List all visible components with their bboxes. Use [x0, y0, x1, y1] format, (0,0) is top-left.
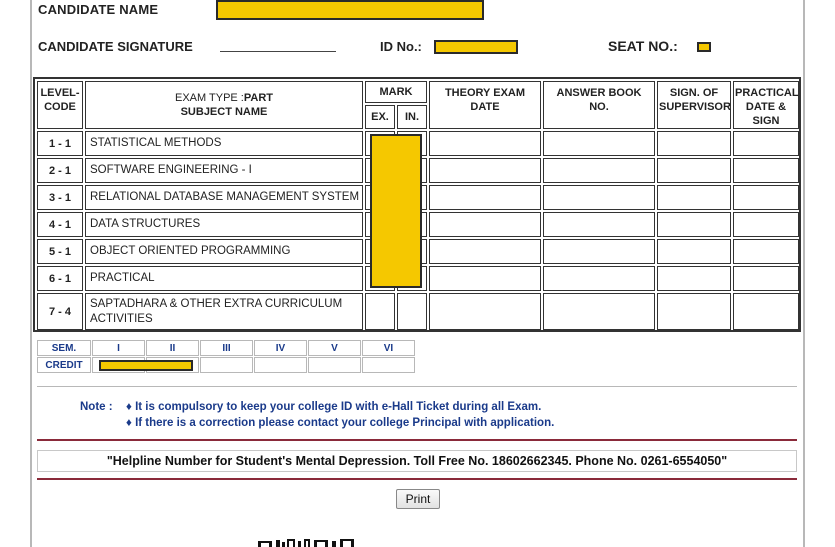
row-level-code: 1 - 1: [37, 131, 83, 156]
sem-column-label: III: [200, 340, 253, 356]
row-empty-cell: [365, 293, 395, 330]
seat-label: SEAT NO.:: [608, 38, 678, 54]
row-empty-cell: [543, 266, 655, 291]
row-level-code: 6 - 1: [37, 266, 83, 291]
page-left-border: [30, 0, 32, 547]
divider-maroon-bottom: [37, 478, 797, 480]
credit-cell: [254, 357, 307, 373]
candidate-signature-label: CANDIDATE SIGNATURE: [38, 39, 193, 54]
row-empty-cell: [657, 158, 731, 183]
header-mark: MARK: [365, 81, 427, 103]
row-subject-name: PRACTICAL: [85, 266, 363, 291]
row-empty-cell: [657, 266, 731, 291]
row-level-code: 3 - 1: [37, 185, 83, 210]
semester-credit-table: [37, 340, 410, 373]
row-empty-cell: [657, 293, 731, 330]
row-empty-cell: [733, 185, 799, 210]
header-theory-exam-date: [429, 81, 541, 129]
header-subject-name: SUBJECT NAME: [180, 106, 268, 118]
credit-cell: [308, 357, 361, 373]
row-empty-cell: [657, 212, 731, 237]
row-subject-name: SAPTADHARA & OTHER EXTRA CURRICULUM ACTIVITIES: [85, 293, 363, 330]
qr-code-icon: [258, 539, 354, 547]
header-ex: EX.: [365, 105, 395, 129]
header-answer-book-text: ANSWER BOOK NO.: [556, 87, 642, 113]
page-right-border: [803, 0, 805, 547]
seat-redaction: [697, 42, 711, 52]
row-empty-cell: [429, 212, 541, 237]
header-practical-date-sign: [733, 81, 799, 129]
header-exam-type: [175, 91, 273, 105]
print-button[interactable]: Print: [396, 489, 440, 509]
row-empty-cell: [657, 239, 731, 264]
row-empty-cell: [429, 185, 541, 210]
row-empty-cell: [733, 158, 799, 183]
row-empty-cell: [733, 239, 799, 264]
row-empty-cell: [543, 158, 655, 183]
row-level-code: 2 - 1: [37, 158, 83, 183]
row-subject-name: SOFTWARE ENGINEERING - I: [85, 158, 363, 183]
row-empty-cell: [543, 212, 655, 237]
sem-column-label: VI: [362, 340, 415, 356]
row-empty-cell: [429, 266, 541, 291]
row-subject-name: STATISTICAL METHODS: [85, 131, 363, 156]
signature-line: [220, 51, 336, 52]
header-answer-book-no: [543, 81, 655, 129]
header-level-code: [37, 81, 83, 129]
row-subject-name: OBJECT ORIENTED PROGRAMMING: [85, 239, 363, 264]
row-empty-cell: [429, 239, 541, 264]
candidate-name-redaction: [216, 0, 484, 20]
divider: [37, 386, 797, 387]
header-practical-text: PRACTICAL DATE & SIGN: [735, 87, 799, 127]
row-empty-cell: [543, 131, 655, 156]
note-label: Note :: [80, 401, 113, 413]
sem-column-label: I: [92, 340, 145, 356]
credit-label: CREDIT: [37, 357, 91, 373]
row-empty-cell: [733, 266, 799, 291]
sem-column-label: V: [308, 340, 361, 356]
id-redaction: [434, 40, 518, 54]
credit-redaction: [99, 360, 193, 371]
row-empty-cell: [733, 131, 799, 156]
credit-cell: [362, 357, 415, 373]
header-in: IN.: [397, 105, 427, 129]
row-empty-cell: [657, 185, 731, 210]
header-subject: [85, 81, 363, 129]
row-empty-cell: [429, 293, 541, 330]
marks-redaction: [370, 134, 422, 288]
row-empty-cell: [543, 239, 655, 264]
row-level-code: 5 - 1: [37, 239, 83, 264]
row-empty-cell: [429, 131, 541, 156]
row-empty-cell: [657, 131, 731, 156]
header-sign-supervisor-text: SIGN. OF SUPERVISOR: [659, 87, 731, 113]
row-subject-name: RELATIONAL DATABASE MANAGEMENT SYSTEM: [85, 185, 363, 210]
row-empty-cell: [397, 293, 427, 330]
row-empty-cell: [733, 212, 799, 237]
sem-column-label: II: [146, 340, 199, 356]
header-exam-type-value: PART: [243, 92, 273, 104]
header-exam-type-prefix: EXAM TYPE :: [174, 92, 244, 104]
header-level-code-text: LEVEL-CODE: [40, 87, 80, 113]
sem-column-label: IV: [254, 340, 307, 356]
note-item-2: ♦ If there is a correction please contact your college Principal with application.: [126, 417, 555, 429]
row-empty-cell: [543, 185, 655, 210]
row-empty-cell: [733, 293, 799, 330]
row-level-code: 7 - 4: [37, 293, 83, 330]
sem-label: SEM.: [37, 340, 91, 356]
header-sign-supervisor: [657, 81, 731, 129]
note-item-1: ♦ It is compulsory to keep your college ID with e-Hall Ticket during all Exam.: [126, 401, 542, 413]
credit-cell: [200, 357, 253, 373]
helpline-banner: "Helpline Number for Student's Mental Depression. Toll Free No. 18602662345. Phone No. 0261-6554050": [37, 450, 797, 472]
row-subject-name: DATA STRUCTURES: [85, 212, 363, 237]
row-empty-cell: [543, 293, 655, 330]
row-empty-cell: [429, 158, 541, 183]
id-label: ID No.:: [380, 39, 422, 54]
candidate-name-label: CANDIDATE NAME: [38, 2, 159, 17]
header-theory-exam-date-text: THEORY EXAM DATE: [444, 87, 526, 113]
row-level-code: 4 - 1: [37, 212, 83, 237]
divider-maroon-top: [37, 439, 797, 441]
